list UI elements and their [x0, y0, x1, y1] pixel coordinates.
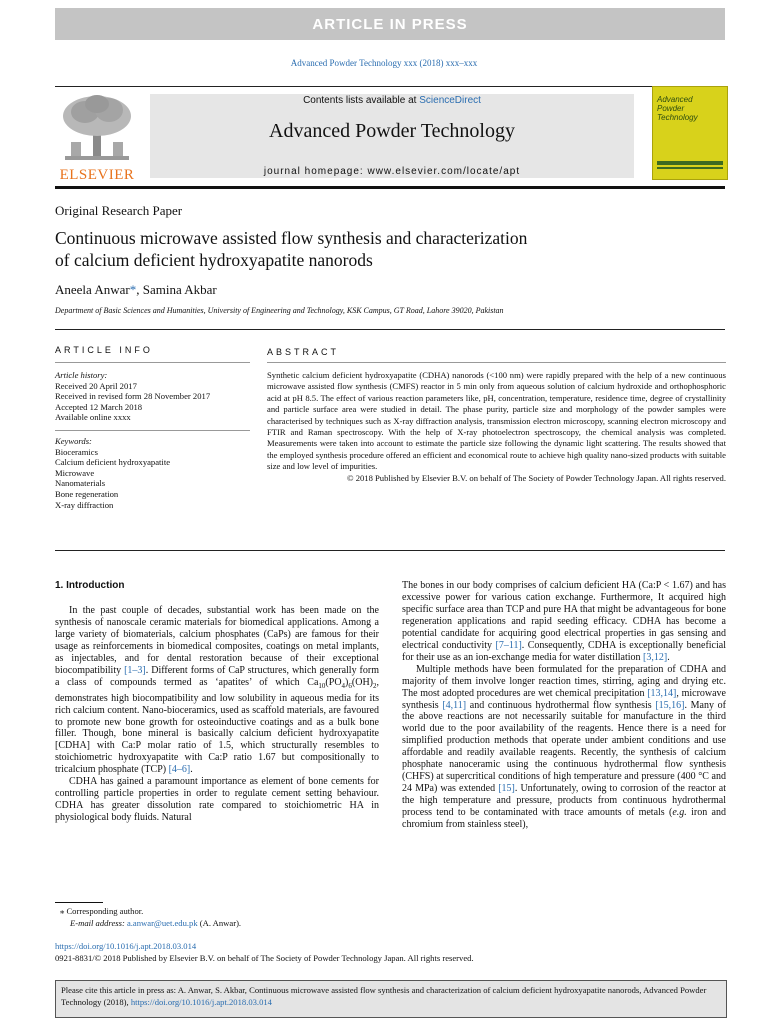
- reference-link[interactable]: [4,11]: [442, 699, 467, 711]
- abstract-rule: [267, 362, 726, 363]
- history-item: Available online xxxx: [55, 412, 131, 423]
- reference-link[interactable]: [15]: [498, 783, 515, 795]
- abstract-text: Synthetic calcium deficient hydroxyapatite (CDHA) nanorods (<100 nm) were rapidly prepared with the help of a new continuous microwave assisted flow synthesis (CMFS) reactor in 5 min only from aqueous solution of calcium hydroxide and orthophosphoric acid at pH 8.5. The effect of various reaction parameters like, pH, concentration, temperature, residence time, degree of crystallinity and particle surface area were studied in detail. The phase purity, particle size and morphology of the powder samples were characterised by techniques such as X-ray diffraction analysis, transmission electron microscopy, scanning electron microscopy and FTIR and Raman spectroscopy. With the help of X-ray photoelectron spectroscopy, the chemical analysis was completed. Measurements were taken into account to estimate the particle size following the dynamic light scattering. The results showed that the employed synthesis procedure offered an efficient and economical route to achieve high quality nano-sized products with suitable size and low level of impurities.: [267, 370, 726, 472]
- paragraph: Multiple methods have been formulated for the preparation of CDHA and majority of them involve longer reaction times, stirring, aging and drying etc. The most adopted procedures are wet chemical precipitation [13,14], microwave synthesis [4,11] and continuous hydrothermal flow synthesis [15,16]. Many of the above reactions are not necessarily suitable for manufacture in the third world due to the poor availability of the reagents. Hence there is a need for simplified production methods that operate under ambient conditions and use affordable and readily available reagents. Recently, the synthesis of calcium phosphate nanoceramic using the continuous hydrothermal flow synthesis (CHFS) at supercritical conditions of high temperature and pressure (400 °C and 24 MPa) was extended [15]. Unfortunately, owing to corrosion of the reactor at the high temperature and pressure, products from continuous hydrothermal process tend to be contaminated with trace amounts of metals (e.g. iron and chromium from stainless steel),: [402, 663, 726, 831]
- section-rule: [55, 329, 725, 330]
- reference-link[interactable]: [15,16]: [655, 699, 685, 711]
- journal-title: Advanced Powder Technology: [269, 120, 515, 142]
- corresponding-author-mark[interactable]: *: [129, 282, 137, 297]
- paragraph: CDHA has gained a paramount importance as element of bone cements for controlling particle properties in order to regulate cement setting behaviour. CDHA has greater dissolution rate compared to stoichiometric HA in physiological body fluids. Natural: [55, 776, 379, 824]
- issn-copyright: 0921-8831/© 2018 Published by Elsevier B.V. on behalf of The Society of Powder Technology Japan. All rights reserved.: [55, 953, 474, 963]
- reference-link[interactable]: [3,12]: [643, 651, 668, 663]
- elsevier-logo: [55, 92, 139, 183]
- keyword: X-ray diffraction: [55, 499, 114, 510]
- elsevier-tree-icon: [55, 92, 139, 164]
- article-info-heading: ARTICLE INFO: [55, 345, 153, 355]
- paragraph: In the past couple of decades, substantial work has been made on the synthesis of nanoscale ceramic materials for biomedical applications. Among a large variety of biomaterials, calcium phosphates (CaPs) are famous for their usage as reinforcements in biomedical composites, coatings on metal implants, as injectables, and for dental restoration because of their exceptional biocompatibility [1–3]. Different forms of CaP structures, which generally form a class of compounds termed as ‘apatites’ of which $Ca_{10}(PO_4)_6(OH)_2$, demonstrates high biocompatibility and low solubility in aqueous media for its rich calcium content. Nano-bioceramics, used as scaffold materials, are favoured to promote new bone growth for osteoinductive coatings and as a bulk bone filler. Though, bone mineral is basically calcium deficient hydroxyapatite [CDHA] with Ca:P molar ratio of 1.5, which structurally resembles to stoichiometric hydroxyapatite with Ca:P ratio 1.67 but compositionally to tricalcium phosphate (TCP) [4–6].: [55, 604, 379, 776]
- reference-link[interactable]: [7–11]: [495, 639, 522, 651]
- author-list: Aneela Anwar*, Samina Akbar: [55, 282, 217, 297]
- history-label: Article history:: [55, 370, 108, 380]
- footnote-rule: [55, 902, 103, 903]
- cover-strip: [657, 161, 723, 165]
- reference-link[interactable]: [1–3]: [124, 664, 146, 676]
- abstract-heading: ABSTRACT: [267, 347, 340, 357]
- email-link[interactable]: a.anwar@uet.edu.pk: [126, 918, 198, 928]
- section-heading: 1. Introduction: [55, 580, 125, 591]
- section-rule: [55, 550, 725, 551]
- cover-strip: [657, 167, 723, 169]
- keyword: Bioceramics: [55, 446, 98, 457]
- footnote-email: E-mail address: a.anwar@uet.edu.pk (A. Anwar).: [70, 918, 242, 928]
- reference-link[interactable]: [4–6]: [168, 764, 191, 776]
- history-item: Received in revised form 28 November 2017: [55, 391, 211, 402]
- author-name: Aneela Anwar: [55, 282, 130, 297]
- author-name: Samina Akbar: [142, 282, 217, 297]
- history-item: Received 20 April 2017: [55, 380, 137, 391]
- journal-cover-thumbnail: [652, 86, 728, 180]
- contents-line: Contents lists available at ScienceDirect: [303, 95, 481, 106]
- keyword: Bone regeneration: [55, 488, 119, 499]
- reference-link[interactable]: [13,14]: [647, 687, 677, 699]
- journal-homepage[interactable]: journal homepage: www.elsevier.com/locate/apt: [263, 166, 521, 177]
- cover-title: Advanced Powder Technology: [657, 95, 698, 122]
- info-divider: [55, 430, 250, 431]
- footnote-corresponding: ⁎ Corresponding author.: [60, 906, 144, 916]
- keywords-label: Keywords:: [55, 435, 92, 446]
- sciencedirect-link[interactable]: ScienceDirect: [419, 95, 481, 106]
- keyword: Microwave: [55, 467, 95, 478]
- right-column: [402, 580, 726, 831]
- keyword: Nanomaterials: [55, 478, 106, 489]
- affiliation: Department of Basic Sciences and Humanities, University of Engineering and Technology, KSK Campus, GT Road, Lahore 39020, Pakistan: [55, 306, 504, 315]
- abstract: [267, 370, 726, 484]
- article-info: [55, 370, 255, 510]
- article-in-press-banner: ARTICLE IN PRESS: [55, 8, 725, 40]
- header-bottom-rule: [55, 186, 725, 189]
- publisher-name: ELSEVIER: [59, 167, 135, 183]
- paper-title: Continuous microwave assisted flow synthesis and characterization of calcium deficient hydroxyapatite nanorods: [55, 228, 528, 270]
- abstract-copyright: © 2018 Published by Elsevier B.V. on behalf of The Society of Powder Technology Japan. All rights reserved.: [347, 472, 726, 483]
- paragraph: The bones in our body comprises of calcium deficient HA (Ca:P < 1.67) and has excessive power for various cation exchange. Furthermore, It acquired high specific surface area than TCP and pure HA that might be advantageous for bone regeneration applications and rapid seeding efficacy. CDHA has become a potential candidate for acquiring good electrical properties in gas sensing and electrical conductivity [7–11]. Consequently, CDHA is exceptionally beneficial for their use as an ion-exchange media for water distillation [3,12].: [402, 580, 726, 663]
- paper-type: Original Research Paper: [55, 203, 183, 218]
- article-info-rule: [55, 362, 250, 363]
- keyword: Calcium deficient hydroxyapatite: [55, 457, 171, 468]
- header-top-rule: [55, 86, 725, 87]
- doi-link[interactable]: https://doi.org/10.1016/j.apt.2018.03.014: [55, 941, 197, 951]
- citation-doi-link[interactable]: https://doi.org/10.1016/j.apt.2018.03.014: [130, 997, 272, 1007]
- left-column: [55, 580, 379, 824]
- journal-citation-line[interactable]: Advanced Powder Technology xxx (2018) xxx–xxx: [290, 58, 478, 68]
- citation-box: Please cite this article in press as: A. Anwar, S. Akbar, Continuous microwave assisted flow synthesis and characterization of calcium deficient hydroxyapatite nanorods, Advanced Powder Technology (2018), https://doi.org/10.1016/j.apt.2018.03.014: [55, 980, 727, 1018]
- history-item: Accepted 12 March 2018: [55, 401, 143, 412]
